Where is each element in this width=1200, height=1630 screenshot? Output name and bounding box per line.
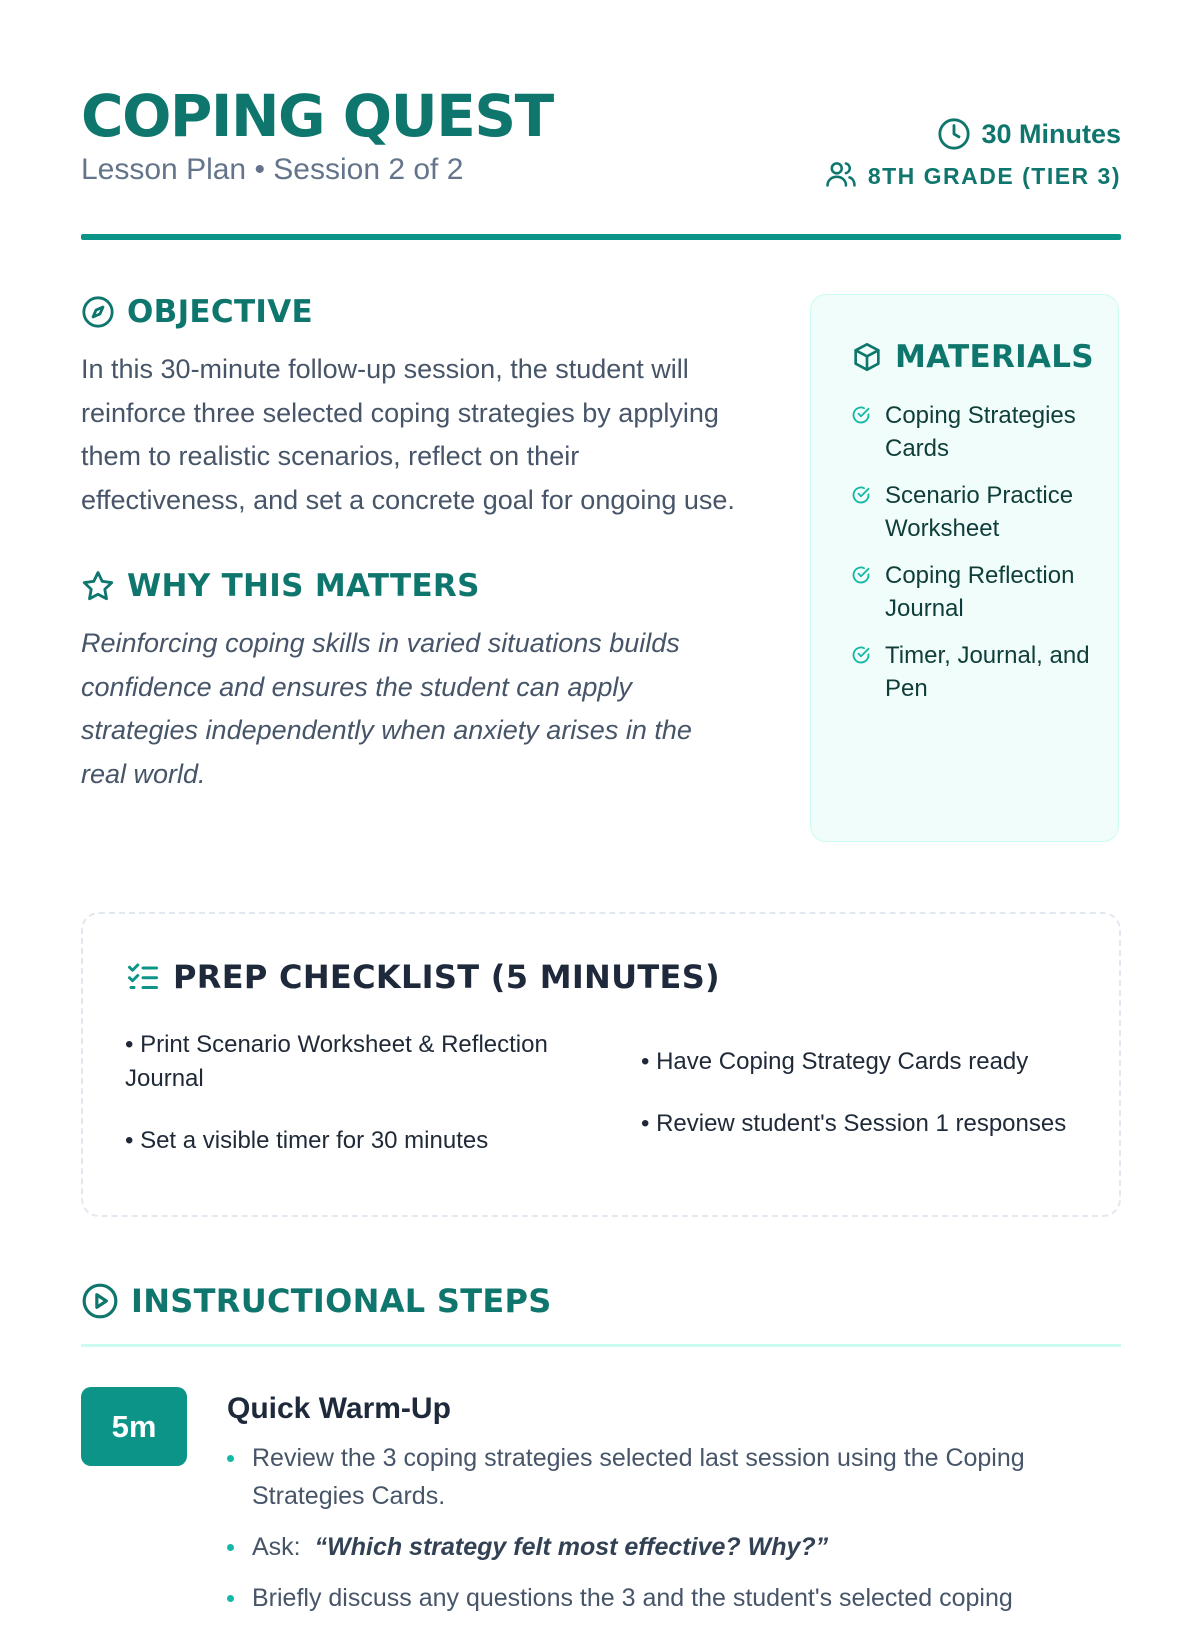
material-label: Scenario Practice Worksheet	[885, 482, 1074, 542]
list-item: Review the 3 coping strategies selected last session using the Coping Strategies Cards.	[227, 1439, 1107, 1515]
prep-grid	[125, 1028, 1085, 1178]
prep-item: • Have Coping Strategy Cards ready	[641, 1048, 1029, 1075]
instructional-steps	[81, 1282, 1121, 1612]
why-block	[81, 568, 741, 796]
materials-heading	[851, 339, 1094, 375]
check-circle-icon	[851, 565, 871, 585]
grade-label: 8TH GRADE (TIER 3)	[867, 162, 1121, 189]
ask-label: Ask:	[252, 1533, 301, 1561]
page-title: COPING QUEST	[81, 82, 553, 150]
objective-title: OBJECTIVE	[127, 294, 313, 330]
step-bullets	[227, 1439, 1107, 1617]
materials-title: MATERIALS	[895, 339, 1094, 375]
step-duration-badge: 5m	[81, 1387, 187, 1466]
clock-icon	[937, 117, 971, 151]
steps-title: INSTRUCTIONAL STEPS	[131, 1282, 552, 1320]
grade-row	[824, 154, 1121, 194]
objective-heading	[81, 294, 741, 330]
objective-text: In this 30-minute follow-up session, the student will reinforce three selected coping strategies by applying them to realistic scenarios, reflect on their effectiveness, and set a concrete goal for ongoing use.	[81, 354, 735, 515]
material-label: Timer, Journal, and Pen	[885, 642, 1090, 702]
step-title: Quick Warm-Up	[227, 1392, 451, 1425]
list-item	[851, 399, 1101, 465]
lesson-meta	[824, 114, 1121, 194]
check-circle-icon	[851, 485, 871, 505]
page-subtitle: Lesson Plan • Session 2 of 2	[81, 153, 464, 186]
package-icon	[851, 341, 883, 373]
list-item	[851, 639, 1101, 705]
why-title: WHY THIS MATTERS	[127, 568, 480, 604]
users-icon	[824, 157, 858, 191]
prep-item: • Set a visible timer for 30 minutes	[125, 1127, 489, 1154]
compass-icon	[81, 295, 115, 329]
lesson-plan-page	[81, 0, 1121, 1612]
material-label: Coping Strategies Cards	[885, 402, 1076, 462]
prep-title: PREP CHECKLIST (5 MINUTES)	[173, 958, 720, 996]
step-body	[227, 1387, 1107, 1630]
header-divider	[81, 234, 1121, 240]
list-item	[851, 479, 1101, 545]
header	[81, 80, 1121, 240]
play-circle-icon	[81, 1282, 119, 1320]
prep-item: • Review student's Session 1 responses	[641, 1110, 1067, 1137]
list-checks-icon	[125, 959, 161, 995]
prep-item: • Print Scenario Worksheet & Reflection Journal	[125, 1031, 548, 1092]
steps-divider	[81, 1344, 1121, 1347]
list-item	[227, 1528, 1107, 1566]
list-item: Briefly discuss any questions the 3 and the student's selected coping	[227, 1579, 1107, 1617]
overview-section	[81, 294, 741, 796]
materials-list	[851, 399, 1101, 719]
why-heading	[81, 568, 741, 604]
why-text: Reinforcing coping skills in varied situations builds confidence and ensures the student can apply strategies independently when anxiety arises in the real world.	[81, 628, 692, 789]
duration-label: 30 Minutes	[981, 118, 1121, 149]
materials-card	[810, 294, 1119, 842]
prep-heading	[125, 958, 720, 996]
list-item	[851, 559, 1101, 625]
prep-checklist	[81, 912, 1121, 1217]
ask-quote: “Which strategy felt most effective? Why?”	[314, 1533, 829, 1561]
duration-row	[824, 114, 1121, 154]
steps-heading	[81, 1282, 1121, 1320]
check-circle-icon	[851, 645, 871, 665]
star-icon	[81, 569, 115, 603]
material-label: Coping Reflection Journal	[885, 562, 1075, 622]
check-circle-icon	[851, 405, 871, 425]
